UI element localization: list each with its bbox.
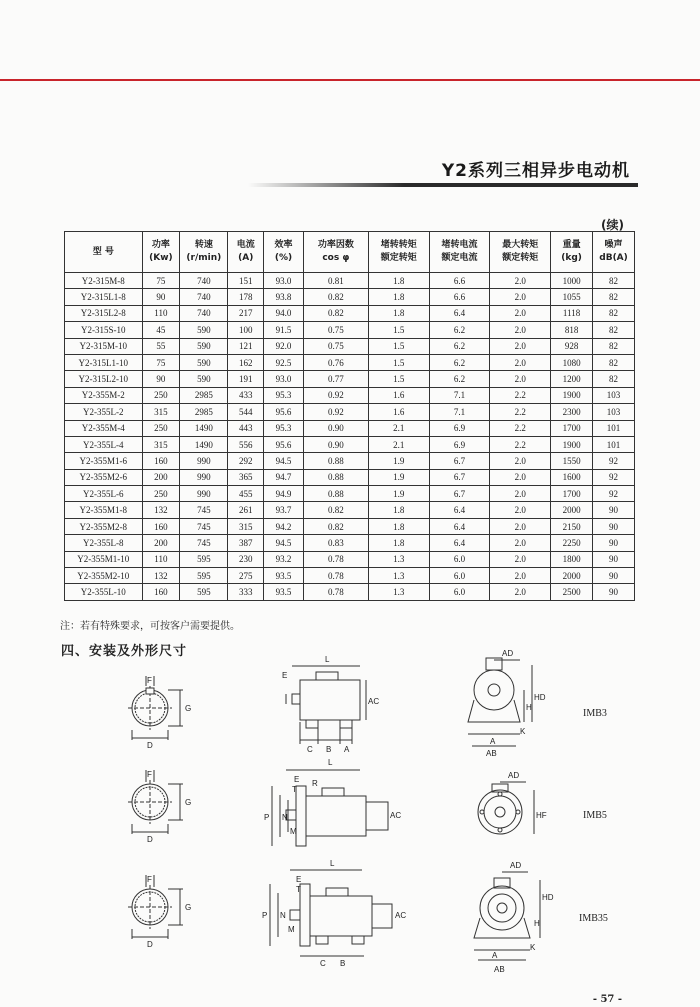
table-cell: 90: [142, 289, 180, 305]
table-cell: 365: [228, 469, 264, 485]
dim-label-e2: E: [294, 775, 300, 784]
table-cell: 1.3: [368, 551, 429, 567]
table-cell: 94.2: [264, 518, 304, 534]
imb3-side-view: [286, 666, 366, 744]
dim-label-c: C: [307, 745, 313, 754]
column-header: 转速 (r/min): [180, 232, 228, 273]
table-cell: 315: [142, 436, 180, 452]
table-cell: 0.75: [303, 322, 368, 338]
table-cell: 132: [142, 568, 180, 584]
table-cell: 2.0: [490, 453, 551, 469]
table-cell: 95.3: [264, 387, 304, 403]
table-cell: 2.0: [490, 518, 551, 534]
table-cell: 2.0: [490, 584, 551, 600]
table-cell: Y2-355L-10: [65, 584, 143, 600]
table-cell: 745: [180, 518, 228, 534]
table-cell: 82: [593, 289, 635, 305]
dim-label-f2: F: [147, 770, 152, 779]
table-cell: 6.2: [429, 371, 490, 387]
table-cell: 2.0: [490, 535, 551, 551]
table-cell: 6.4: [429, 502, 490, 518]
table-cell: 55: [142, 338, 180, 354]
table-cell: 1.3: [368, 584, 429, 600]
table-cell: 1700: [551, 420, 593, 436]
table-cell: 6.4: [429, 305, 490, 321]
table-cell: 6.7: [429, 486, 490, 502]
table-note: 注：若有特殊要求，可按客户需要提供。: [60, 621, 240, 632]
table-cell: 333: [228, 584, 264, 600]
table-cell: 1.5: [368, 322, 429, 338]
table-cell: 93.8: [264, 289, 304, 305]
table-cell: 0.88: [303, 453, 368, 469]
dim-label-e3: E: [296, 875, 302, 884]
table-cell: Y2-355L-4: [65, 436, 143, 452]
table-cell: 1055: [551, 289, 593, 305]
table-cell: 590: [180, 354, 228, 370]
table-cell: 160: [142, 453, 180, 469]
table-cell: Y2-355M2-10: [65, 568, 143, 584]
table-cell: 315: [228, 518, 264, 534]
table-cell: 544: [228, 404, 264, 420]
table-cell: Y2-355L-8: [65, 535, 143, 551]
table-cell: 94.5: [264, 535, 304, 551]
table-cell: 1600: [551, 469, 593, 485]
dim-label-a: A: [344, 745, 350, 754]
table-cell: 2985: [180, 404, 228, 420]
table-cell: 2.0: [490, 338, 551, 354]
table-cell: 82: [593, 305, 635, 321]
dim-label-f3: F: [147, 875, 152, 884]
continued-label: (续): [601, 218, 624, 232]
table-cell: 590: [180, 371, 228, 387]
column-header: 重量 (kg): [551, 232, 593, 273]
table-cell: 2.0: [490, 354, 551, 370]
table-cell: 740: [180, 289, 228, 305]
table-cell: 2.0: [490, 486, 551, 502]
column-header: 型 号: [65, 232, 143, 273]
dim-label-p2: P: [262, 911, 268, 920]
table-cell: 250: [142, 387, 180, 403]
dim-label-m2: M: [288, 925, 295, 934]
table-cell: 178: [228, 289, 264, 305]
table-cell: Y2-355L-2: [65, 404, 143, 420]
table-cell: 93.2: [264, 551, 304, 567]
table-cell: Y2-315M-8: [65, 273, 143, 289]
dim-label-a3: A: [492, 951, 498, 960]
table-cell: 1490: [180, 420, 228, 436]
table-cell: 7.1: [429, 404, 490, 420]
table-cell: 2000: [551, 568, 593, 584]
table-cell: 556: [228, 436, 264, 452]
table-cell: Y2-355M1-6: [65, 453, 143, 469]
table-cell: 1.8: [368, 289, 429, 305]
table-cell: Y2-315S-10: [65, 322, 143, 338]
table-cell: 990: [180, 469, 228, 485]
table-cell: 2000: [551, 502, 593, 518]
table-cell: 0.88: [303, 469, 368, 485]
table-cell: 1118: [551, 305, 593, 321]
table-cell: 92: [593, 453, 635, 469]
table-cell: 0.82: [303, 502, 368, 518]
shaft-section-2: [128, 770, 183, 834]
table-cell: 45: [142, 322, 180, 338]
table-cell: 0.82: [303, 289, 368, 305]
table-cell: 6.6: [429, 289, 490, 305]
page-number: - 57 -: [592, 994, 622, 1005]
table-cell: 82: [593, 338, 635, 354]
table-cell: Y2-355M1-10: [65, 551, 143, 567]
table-cell: 1550: [551, 453, 593, 469]
table-cell: 2.0: [490, 322, 551, 338]
table-cell: 103: [593, 387, 635, 403]
table-cell: 94.5: [264, 453, 304, 469]
table-cell: 160: [142, 584, 180, 600]
dim-label-k: K: [520, 727, 526, 736]
dim-label-d: D: [147, 741, 153, 750]
table-cell: 94.9: [264, 486, 304, 502]
table-cell: 1.8: [368, 518, 429, 534]
dim-label-d2: D: [147, 835, 153, 844]
table-cell: 6.4: [429, 535, 490, 551]
table-cell: 2300: [551, 404, 593, 420]
table-cell: 200: [142, 469, 180, 485]
table-cell: 2.0: [490, 371, 551, 387]
dim-label-f: F: [147, 676, 152, 685]
table-cell: 7.1: [429, 387, 490, 403]
table-cell: 2.0: [490, 551, 551, 567]
table-cell: 191: [228, 371, 264, 387]
table-cell: 2.1: [368, 420, 429, 436]
table-cell: 2.2: [490, 420, 551, 436]
table-cell: Y2-355M-4: [65, 420, 143, 436]
imb5-end-view: [478, 782, 534, 834]
table-cell: 75: [142, 354, 180, 370]
dim-label-ad3: AD: [510, 861, 522, 870]
table-cell: 1.9: [368, 486, 429, 502]
table-cell: 1.5: [368, 354, 429, 370]
table-cell: 2.0: [490, 289, 551, 305]
table-cell: 6.9: [429, 436, 490, 452]
table-cell: 91.5: [264, 322, 304, 338]
table-cell: 2.2: [490, 387, 551, 403]
table-cell: 1.9: [368, 453, 429, 469]
table-cell: 1.6: [368, 387, 429, 403]
table-cell: 387: [228, 535, 264, 551]
column-header: 噪声 dB(A): [593, 232, 635, 273]
table-cell: 928: [551, 338, 593, 354]
table-cell: 0.92: [303, 404, 368, 420]
table-cell: 82: [593, 273, 635, 289]
table-cell: 151: [228, 273, 264, 289]
table-cell: 1080: [551, 354, 593, 370]
column-header: 功率因数 cos φ: [303, 232, 368, 273]
table-cell: Y2-315M-10: [65, 338, 143, 354]
table-cell: 745: [180, 502, 228, 518]
table-cell: 2.2: [490, 404, 551, 420]
table-cell: 93.7: [264, 502, 304, 518]
mount-label-imb3: IMB3: [583, 708, 607, 719]
dim-label-ad: AD: [502, 649, 514, 658]
table-cell: 595: [180, 568, 228, 584]
column-header: 堵转电流 额定电流: [429, 232, 490, 273]
table-cell: 250: [142, 486, 180, 502]
table-cell: 1700: [551, 486, 593, 502]
table-cell: 990: [180, 486, 228, 502]
table-cell: Y2-315L2-10: [65, 371, 143, 387]
table-cell: 1900: [551, 436, 593, 452]
dim-label-g2: G: [185, 798, 192, 807]
dim-label-ac3: AC: [395, 911, 407, 920]
table-cell: 745: [180, 535, 228, 551]
table-cell: 82: [593, 371, 635, 387]
table-cell: 6.7: [429, 469, 490, 485]
table-cell: 217: [228, 305, 264, 321]
table-cell: 93.0: [264, 371, 304, 387]
table-cell: 595: [180, 551, 228, 567]
table-cell: 160: [142, 518, 180, 534]
table-cell: 230: [228, 551, 264, 567]
table-cell: 6.2: [429, 338, 490, 354]
table-cell: 90: [593, 535, 635, 551]
dim-label-m: M: [290, 827, 297, 836]
table-cell: Y2-355M-2: [65, 387, 143, 403]
table-cell: 90: [593, 551, 635, 567]
dim-label-g: G: [185, 704, 192, 713]
table-cell: 6.6: [429, 273, 490, 289]
table-cell: 92: [593, 486, 635, 502]
table-cell: 0.88: [303, 486, 368, 502]
table-cell: Y2-355M2-6: [65, 469, 143, 485]
dim-label-hf: HF: [536, 811, 547, 820]
table-cell: 2.0: [490, 273, 551, 289]
dim-label-k2: K: [530, 943, 536, 952]
dim-label-ab2: AB: [494, 965, 505, 974]
table-cell: 6.2: [429, 354, 490, 370]
table-cell: 1.8: [368, 535, 429, 551]
table-cell: 6.0: [429, 551, 490, 567]
table-cell: 6.0: [429, 568, 490, 584]
imb35-side-view: [270, 870, 392, 956]
dimension-labels: [147, 649, 554, 974]
table-cell: 93.5: [264, 568, 304, 584]
table-cell: 6.4: [429, 518, 490, 534]
table-cell: 0.81: [303, 273, 368, 289]
column-header: 效率 (%): [264, 232, 304, 273]
dim-label-d3: D: [147, 940, 153, 949]
table-cell: 740: [180, 305, 228, 321]
table-cell: 6.9: [429, 420, 490, 436]
table-cell: 250: [142, 420, 180, 436]
table-cell: 590: [180, 338, 228, 354]
dim-label-l: L: [325, 655, 330, 664]
table-cell: 0.77: [303, 371, 368, 387]
table-cell: 100: [228, 322, 264, 338]
table-cell: 110: [142, 305, 180, 321]
table-cell: 595: [180, 584, 228, 600]
table-cell: 0.78: [303, 568, 368, 584]
table-cell: 0.83: [303, 535, 368, 551]
table-cell: Y2-355L-6: [65, 486, 143, 502]
table-cell: 90: [593, 568, 635, 584]
dim-label-r: R: [312, 779, 318, 788]
table-cell: 95.3: [264, 420, 304, 436]
dim-label-t: T: [292, 785, 297, 794]
table-cell: 82: [593, 354, 635, 370]
table-cell: 93.0: [264, 273, 304, 289]
dim-label-hd2: HD: [542, 893, 554, 902]
table-cell: 1.8: [368, 502, 429, 518]
table-cell: 990: [180, 453, 228, 469]
table-cell: 1490: [180, 436, 228, 452]
column-header: 堵转转矩 额定转矩: [368, 232, 429, 273]
table-cell: 2150: [551, 518, 593, 534]
table-cell: 740: [180, 273, 228, 289]
table-cell: 2250: [551, 535, 593, 551]
table-cell: 1.8: [368, 305, 429, 321]
table-cell: 2.0: [490, 469, 551, 485]
dim-label-ac: AC: [368, 697, 380, 706]
column-header: 功率 (Kw): [142, 232, 180, 273]
table-cell: 1.9: [368, 469, 429, 485]
table-cell: 101: [593, 436, 635, 452]
table-cell: 6.0: [429, 584, 490, 600]
table-cell: 1000: [551, 273, 593, 289]
table-cell: 590: [180, 322, 228, 338]
table-cell: 95.6: [264, 436, 304, 452]
table-cell: 0.90: [303, 420, 368, 436]
table-cell: Y2-355M2-8: [65, 518, 143, 534]
dim-label-p: P: [264, 813, 270, 822]
table-cell: 818: [551, 322, 593, 338]
column-header: 最大转矩 额定转矩: [490, 232, 551, 273]
dim-label-c2: C: [320, 959, 326, 968]
table-cell: 90: [593, 518, 635, 534]
table-cell: 2.1: [368, 436, 429, 452]
table-cell: 1.6: [368, 404, 429, 420]
table-cell: 94.7: [264, 469, 304, 485]
table-cell: 90: [142, 371, 180, 387]
dim-label-hd: HD: [534, 693, 546, 702]
table-cell: 1.5: [368, 338, 429, 354]
table-cell: 2500: [551, 584, 593, 600]
shaft-section-1: [128, 676, 183, 740]
table-cell: 275: [228, 568, 264, 584]
table-cell: 0.90: [303, 436, 368, 452]
table-cell: 94.0: [264, 305, 304, 321]
table-cell: 103: [593, 404, 635, 420]
table-cell: 82: [593, 322, 635, 338]
table-cell: 2.0: [490, 568, 551, 584]
shaft-section-3: [128, 875, 183, 939]
table-cell: 92: [593, 469, 635, 485]
table-cell: 90: [593, 502, 635, 518]
section-title: 四、安装及外形尺寸: [61, 644, 188, 659]
dim-label-l2: L: [328, 758, 333, 767]
table-cell: 6.2: [429, 322, 490, 338]
table-cell: 1900: [551, 387, 593, 403]
table-cell: 93.5: [264, 584, 304, 600]
table-cell: 2.0: [490, 502, 551, 518]
table-cell: 1.5: [368, 371, 429, 387]
table-cell: 2985: [180, 387, 228, 403]
table-cell: 433: [228, 387, 264, 403]
dim-label-t2: T: [296, 885, 301, 894]
table-cell: 2.2: [490, 436, 551, 452]
table-cell: 261: [228, 502, 264, 518]
mount-label-imb5: IMB5: [583, 810, 607, 821]
table-cell: 90: [593, 584, 635, 600]
table-cell: 1200: [551, 371, 593, 387]
dim-label-b2: B: [340, 959, 346, 968]
table-cell: 1800: [551, 551, 593, 567]
dim-label-b: B: [326, 745, 332, 754]
table-cell: 75: [142, 273, 180, 289]
table-cell: 0.82: [303, 305, 368, 321]
table-cell: 132: [142, 502, 180, 518]
dim-label-l3: L: [330, 859, 335, 868]
table-cell: 92.5: [264, 354, 304, 370]
dim-label-ac2: AC: [390, 811, 402, 820]
table-cell: 315: [142, 404, 180, 420]
page-title: Y2系列三相异步电动机: [441, 161, 630, 181]
table-cell: 0.82: [303, 518, 368, 534]
dim-label-h: H: [526, 703, 532, 712]
dim-label-ab: AB: [486, 749, 497, 758]
table-cell: 92.0: [264, 338, 304, 354]
table-cell: Y2-355M1-8: [65, 502, 143, 518]
dim-label-n2: N: [280, 911, 286, 920]
dim-label-a2: A: [490, 737, 496, 746]
table-cell: 1.3: [368, 568, 429, 584]
table-cell: 455: [228, 486, 264, 502]
table-cell: 0.92: [303, 387, 368, 403]
table-cell: 95.6: [264, 404, 304, 420]
table-cell: 1.8: [368, 273, 429, 289]
table-cell: 121: [228, 338, 264, 354]
table-cell: 6.7: [429, 453, 490, 469]
dim-label-n: N: [282, 813, 288, 822]
mount-label-imb35: IMB35: [579, 913, 608, 924]
table-cell: 101: [593, 420, 635, 436]
table-cell: 292: [228, 453, 264, 469]
table-cell: 110: [142, 551, 180, 567]
table-cell: 0.78: [303, 584, 368, 600]
table-cell: Y2-315L2-8: [65, 305, 143, 321]
dim-label-e: E: [282, 671, 288, 680]
table-cell: 0.76: [303, 354, 368, 370]
table-cell: 162: [228, 354, 264, 370]
table-cell: Y2-315L1-10: [65, 354, 143, 370]
table-cell: 0.75: [303, 338, 368, 354]
dim-label-g3: G: [185, 903, 192, 912]
dim-label-ad2: AD: [508, 771, 520, 780]
table-cell: 2.0: [490, 305, 551, 321]
dim-label-h2: H: [534, 919, 540, 928]
column-header: 电流 (A): [228, 232, 264, 273]
table-cell: 0.78: [303, 551, 368, 567]
table-cell: 200: [142, 535, 180, 551]
table-cell: 443: [228, 420, 264, 436]
table-cell: Y2-315L1-8: [65, 289, 143, 305]
